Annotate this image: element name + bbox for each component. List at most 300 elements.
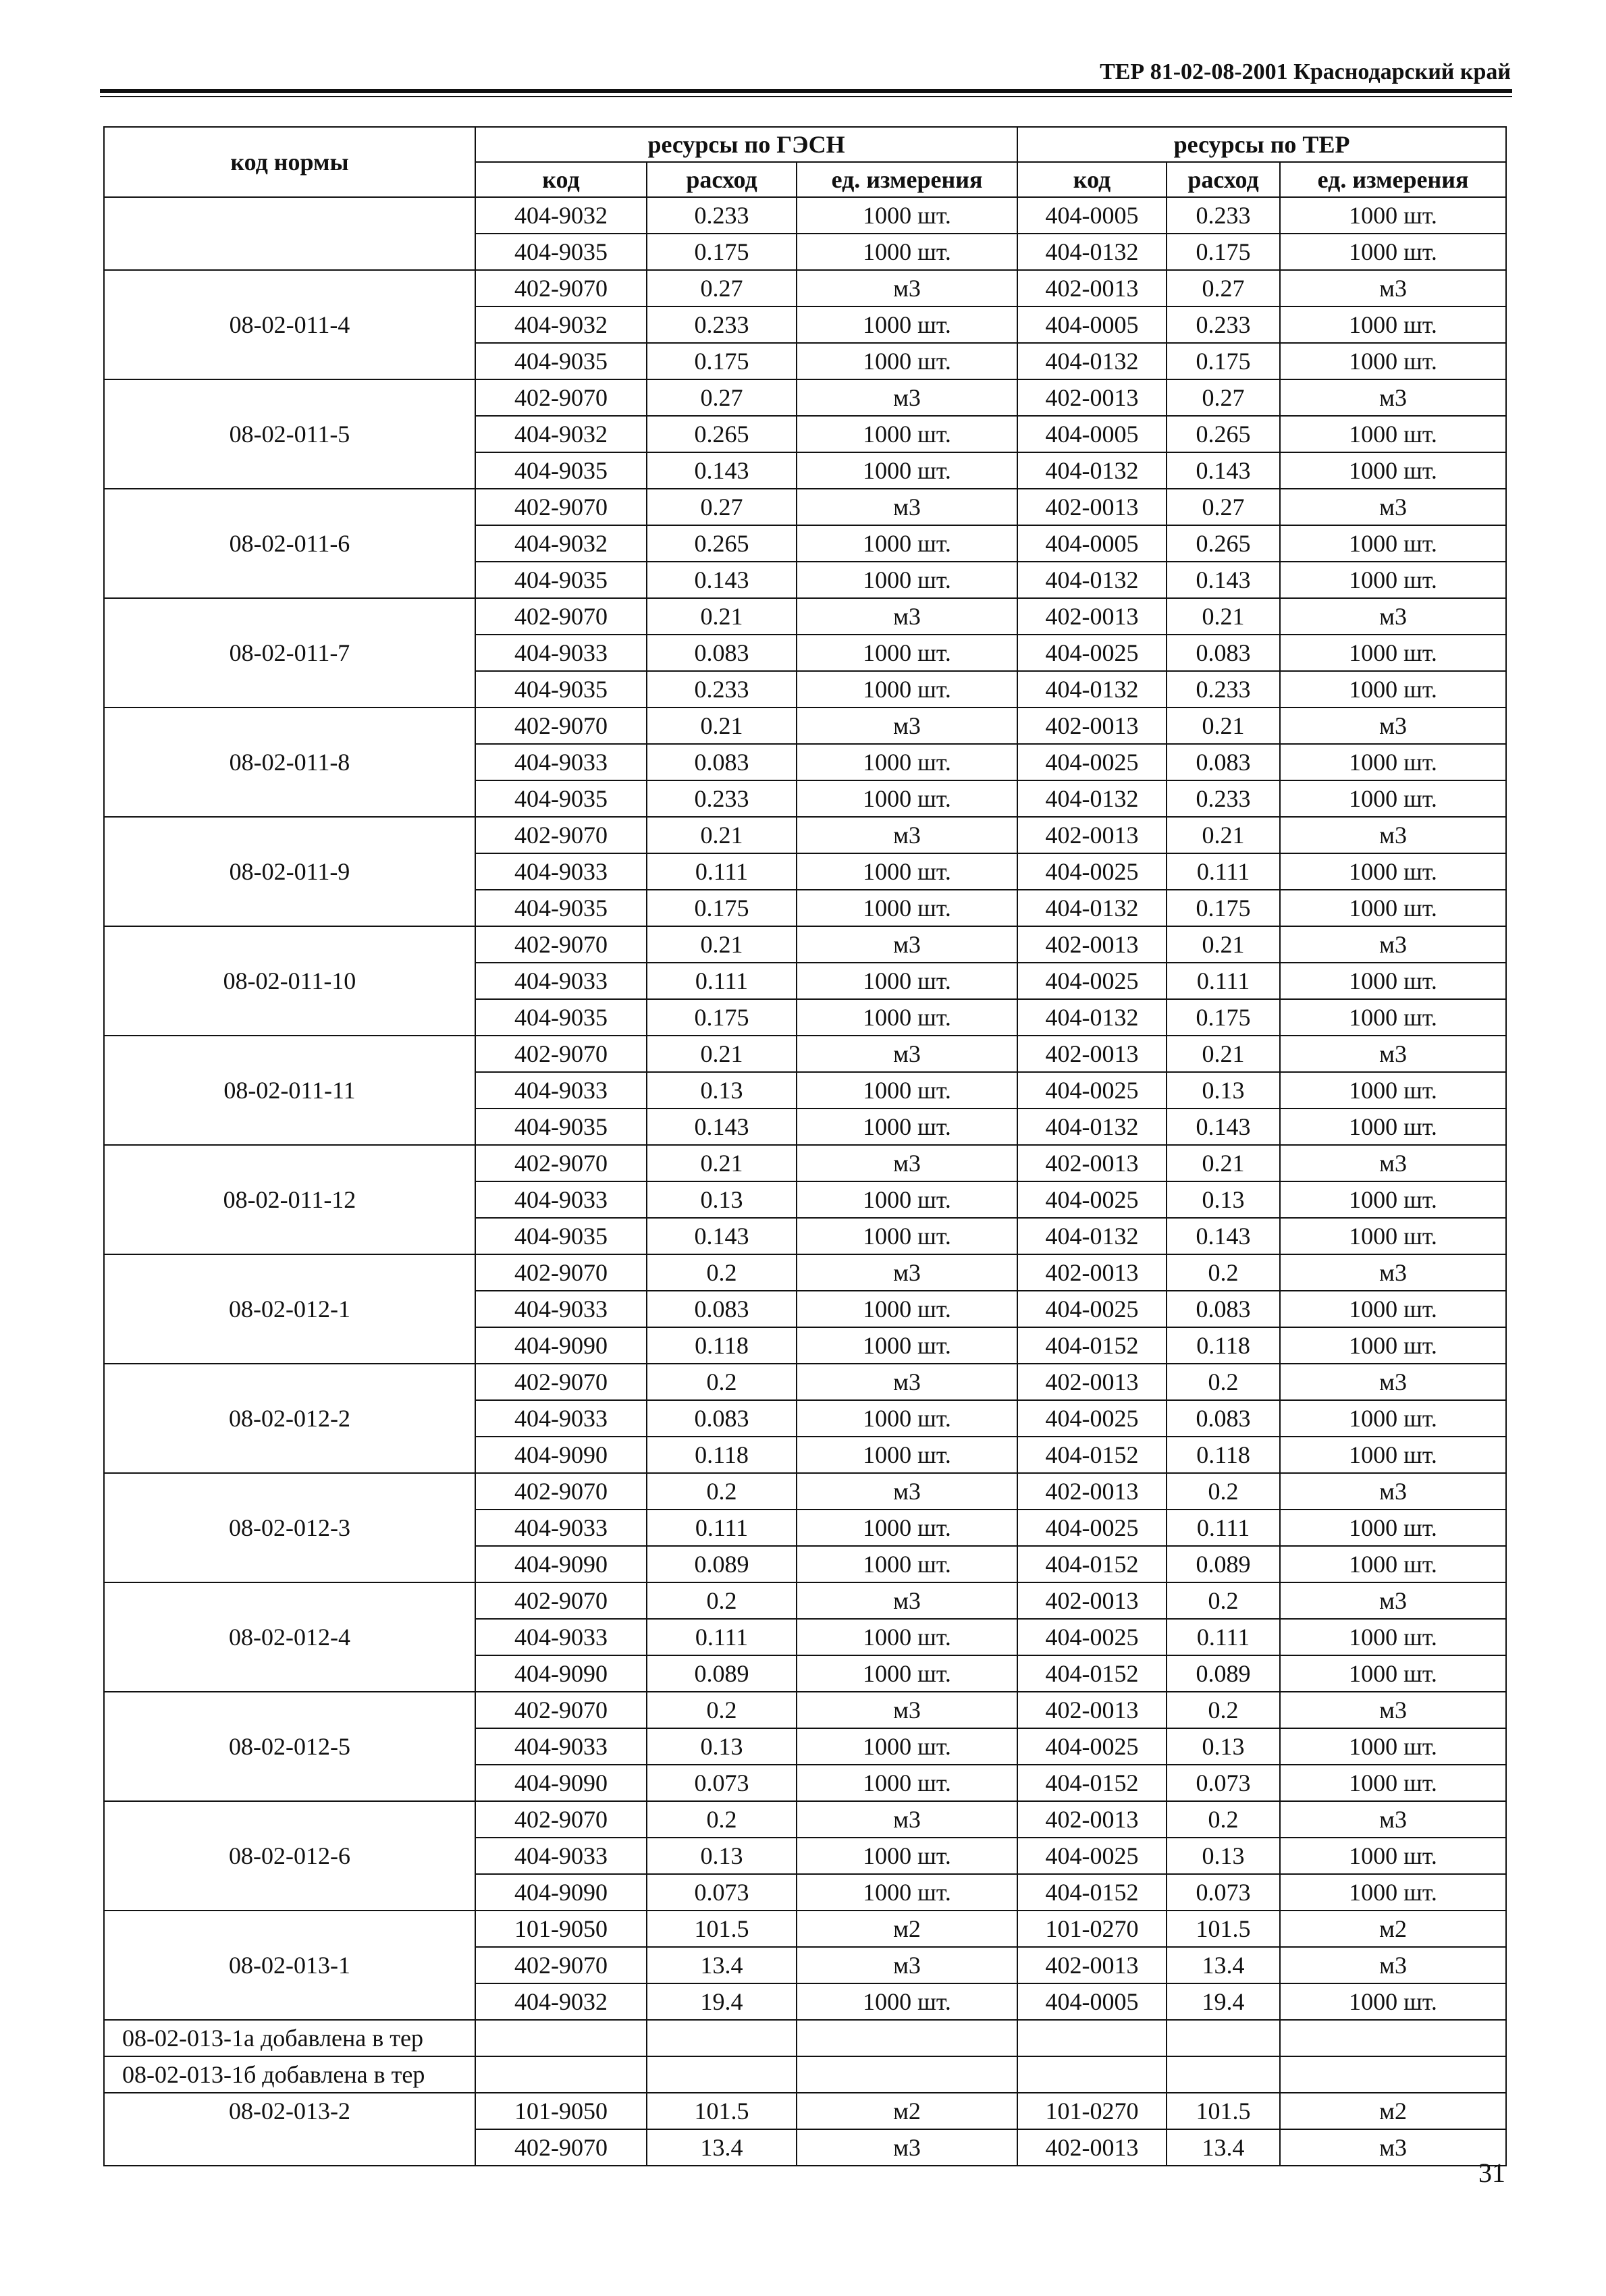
ter-unit-cell	[1280, 2056, 1506, 2093]
ter-consumption-cell: 0.13	[1167, 1838, 1280, 1874]
gesn-consumption-cell: 0.233	[647, 671, 797, 708]
ter-code-cell: 101-0270	[1017, 2093, 1167, 2129]
gesn-unit-cell: 1000 шт.	[797, 1838, 1017, 1874]
page-header: ТЕР 81-02-08-2001 Краснодарский край	[1100, 59, 1511, 84]
ter-consumption-cell: 13.4	[1167, 2129, 1280, 2166]
gesn-code-cell: 402-9070	[475, 1364, 647, 1400]
gesn-consumption-cell: 0.143	[647, 452, 797, 489]
gesn-consumption-cell: 0.13	[647, 1181, 797, 1218]
ter-consumption-cell: 0.27	[1167, 270, 1280, 306]
gesn-unit-cell: 1000 шт.	[797, 197, 1017, 234]
gesn-consumption-cell: 0.233	[647, 306, 797, 343]
gesn-unit-cell: 1000 шт.	[797, 999, 1017, 1036]
gesn-code-cell: 402-9070	[475, 598, 647, 635]
ter-code-cell: 402-0013	[1017, 817, 1167, 853]
gesn-unit-cell: 1000 шт.	[797, 1181, 1017, 1218]
table-row	[104, 1473, 1506, 1510]
ter-code-cell: 404-0152	[1017, 1874, 1167, 1911]
ter-code-cell: 402-0013	[1017, 1582, 1167, 1619]
gesn-code-cell: 404-9090	[475, 1327, 647, 1364]
ter-code-cell: 402-0013	[1017, 708, 1167, 744]
gesn-code-cell: 404-9035	[475, 562, 647, 598]
gesn-unit-cell: м3	[797, 1692, 1017, 1728]
ter-unit-cell: 1000 шт.	[1280, 1655, 1506, 1692]
table-row	[104, 379, 1506, 416]
gesn-consumption-cell: 0.265	[647, 416, 797, 452]
ter-consumption-cell: 0.118	[1167, 1327, 1280, 1364]
gesn-unit-cell: 1000 шт.	[797, 1291, 1017, 1327]
col-header-norm: код нормы	[104, 127, 475, 197]
gesn-consumption-cell: 0.2	[647, 1254, 797, 1291]
ter-code-cell: 404-0005	[1017, 197, 1167, 234]
norm-code-cell: 08-02-011-4	[104, 270, 475, 379]
gesn-consumption-cell: 0.175	[647, 999, 797, 1036]
gesn-consumption-cell: 0.083	[647, 744, 797, 780]
ter-consumption-cell: 0.233	[1167, 197, 1280, 234]
ter-unit-cell: 1000 шт.	[1280, 452, 1506, 489]
ter-code-cell: 404-0132	[1017, 890, 1167, 926]
gesn-unit-cell: 1000 шт.	[797, 1072, 1017, 1109]
gesn-consumption-cell: 0.2	[647, 1364, 797, 1400]
norm-code-cell: 08-02-012-3	[104, 1473, 475, 1582]
gesn-code-cell: 404-9035	[475, 1109, 647, 1145]
ter-consumption-cell: 0.111	[1167, 963, 1280, 999]
gesn-unit-cell: м3	[797, 1036, 1017, 1072]
table-row	[104, 1692, 1506, 1728]
ter-consumption-cell: 0.118	[1167, 1437, 1280, 1473]
gesn-code-cell: 402-9070	[475, 817, 647, 853]
ter-code-cell: 404-0132	[1017, 999, 1167, 1036]
table-row	[104, 1036, 1506, 1072]
gesn-code-cell: 402-9070	[475, 1947, 647, 1983]
gesn-code-cell: 402-9070	[475, 1582, 647, 1619]
table-row	[104, 926, 1506, 963]
group-header-ter: ресурсы по ТЕР	[1017, 127, 1506, 162]
page-number: 31	[1478, 2158, 1505, 2188]
norm-code-cell: 08-02-011-10	[104, 926, 475, 1036]
gesn-consumption-cell: 0.143	[647, 1218, 797, 1254]
gesn-unit-cell: 1000 шт.	[797, 416, 1017, 452]
gesn-code-cell: 404-9033	[475, 1619, 647, 1655]
table-row	[104, 1582, 1506, 1619]
gesn-code-cell: 404-9035	[475, 780, 647, 817]
ter-consumption-cell: 0.265	[1167, 525, 1280, 562]
ter-code-cell	[1017, 2056, 1167, 2093]
ter-unit-cell: м3	[1280, 598, 1506, 635]
ter-consumption-cell: 0.089	[1167, 1655, 1280, 1692]
header-rule-thin	[100, 96, 1512, 97]
ter-code-cell: 101-0270	[1017, 1911, 1167, 1947]
gesn-consumption-cell: 13.4	[647, 1947, 797, 1983]
ter-unit-cell: м3	[1280, 1254, 1506, 1291]
ter-unit-cell: м3	[1280, 1473, 1506, 1510]
gesn-unit-cell: 1000 шт.	[797, 1437, 1017, 1473]
gesn-unit-cell: м3	[797, 1364, 1017, 1400]
gesn-consumption-cell: 0.143	[647, 562, 797, 598]
gesn-unit-cell: 1000 шт.	[797, 525, 1017, 562]
gesn-consumption-cell: 0.21	[647, 817, 797, 853]
norm-code-cell: 08-02-011-12	[104, 1145, 475, 1254]
gesn-unit-cell: м2	[797, 2093, 1017, 2129]
ter-unit-cell: 1000 шт.	[1280, 671, 1506, 708]
ter-consumption-cell: 0.111	[1167, 1510, 1280, 1546]
norm-code-cell: 08-02-013-1а добавлена в тер	[104, 2020, 475, 2056]
gesn-unit-cell: 1000 шт.	[797, 853, 1017, 890]
gesn-unit-cell: 1000 шт.	[797, 635, 1017, 671]
ter-consumption-cell: 0.265	[1167, 416, 1280, 452]
ter-code-cell: 404-0005	[1017, 306, 1167, 343]
ter-code-cell: 404-0025	[1017, 1510, 1167, 1546]
ter-unit-cell: 1000 шт.	[1280, 853, 1506, 890]
gesn-consumption-cell: 0.2	[647, 1692, 797, 1728]
gesn-consumption-cell: 0.118	[647, 1437, 797, 1473]
ter-consumption-cell: 0.13	[1167, 1728, 1280, 1765]
subheader-ter-consumption: расход	[1167, 162, 1280, 197]
gesn-unit-cell: 1000 шт.	[797, 1400, 1017, 1437]
ter-code-cell: 402-0013	[1017, 1692, 1167, 1728]
gesn-unit-cell: 1000 шт.	[797, 306, 1017, 343]
ter-consumption-cell: 101.5	[1167, 2093, 1280, 2129]
ter-code-cell: 402-0013	[1017, 489, 1167, 525]
ter-unit-cell: м3	[1280, 489, 1506, 525]
ter-code-cell: 402-0013	[1017, 1473, 1167, 1510]
gesn-consumption-cell: 0.13	[647, 1838, 797, 1874]
gesn-code-cell: 402-9070	[475, 1036, 647, 1072]
ter-unit-cell: 1000 шт.	[1280, 635, 1506, 671]
gesn-code-cell	[475, 2056, 647, 2093]
gesn-code-cell: 404-9032	[475, 306, 647, 343]
gesn-code-cell: 404-9033	[475, 1181, 647, 1218]
ter-code-cell: 404-0025	[1017, 1838, 1167, 1874]
gesn-code-cell: 404-9035	[475, 999, 647, 1036]
table-row	[104, 2056, 1506, 2093]
gesn-code-cell: 404-9033	[475, 1072, 647, 1109]
gesn-consumption-cell: 0.111	[647, 963, 797, 999]
ter-consumption-cell: 0.143	[1167, 452, 1280, 489]
ter-unit-cell: м3	[1280, 1036, 1506, 1072]
ter-unit-cell: 1000 шт.	[1280, 1983, 1506, 2020]
gesn-unit-cell: 1000 шт.	[797, 1765, 1017, 1801]
gesn-unit-cell: 1000 шт.	[797, 780, 1017, 817]
group-header-gesn: ресурсы по ГЭСН	[475, 127, 1017, 162]
gesn-code-cell: 402-9070	[475, 1801, 647, 1838]
gesn-unit-cell: 1000 шт.	[797, 1546, 1017, 1582]
ter-unit-cell: м3	[1280, 1692, 1506, 1728]
gesn-unit-cell: 1000 шт.	[797, 1619, 1017, 1655]
ter-consumption-cell: 0.089	[1167, 1546, 1280, 1582]
gesn-consumption-cell: 0.21	[647, 1036, 797, 1072]
norm-code-cell: 08-02-011-7	[104, 598, 475, 708]
gesn-unit-cell: 1000 шт.	[797, 1874, 1017, 1911]
ter-code-cell: 404-0005	[1017, 525, 1167, 562]
gesn-code-cell: 402-9070	[475, 1473, 647, 1510]
ter-code-cell: 402-0013	[1017, 2129, 1167, 2166]
gesn-unit-cell	[797, 2020, 1017, 2056]
ter-consumption-cell: 0.13	[1167, 1072, 1280, 1109]
gesn-consumption-cell: 0.175	[647, 890, 797, 926]
norm-code-cell: 08-02-013-2	[104, 2093, 475, 2166]
table-row	[104, 598, 1506, 635]
ter-code-cell: 404-0152	[1017, 1327, 1167, 1364]
resources-table	[103, 126, 1507, 2166]
ter-code-cell: 404-0025	[1017, 635, 1167, 671]
gesn-code-cell: 404-9033	[475, 1838, 647, 1874]
gesn-code-cell: 404-9035	[475, 452, 647, 489]
gesn-consumption-cell: 0.27	[647, 489, 797, 525]
gesn-consumption-cell: 19.4	[647, 1983, 797, 2020]
ter-unit-cell: 1000 шт.	[1280, 999, 1506, 1036]
ter-consumption-cell: 0.233	[1167, 306, 1280, 343]
gesn-code-cell	[475, 2020, 647, 2056]
ter-consumption-cell: 0.083	[1167, 1400, 1280, 1437]
ter-unit-cell: 1000 шт.	[1280, 890, 1506, 926]
gesn-consumption-cell: 0.13	[647, 1728, 797, 1765]
ter-unit-cell: 1000 шт.	[1280, 1874, 1506, 1911]
gesn-code-cell: 404-9090	[475, 1546, 647, 1582]
gesn-consumption-cell	[647, 2056, 797, 2093]
table-row	[104, 1254, 1506, 1291]
gesn-consumption-cell: 0.27	[647, 379, 797, 416]
ter-code-cell: 404-0025	[1017, 853, 1167, 890]
gesn-code-cell: 404-9035	[475, 234, 647, 270]
gesn-consumption-cell: 0.21	[647, 708, 797, 744]
ter-consumption-cell: 19.4	[1167, 1983, 1280, 2020]
gesn-unit-cell	[797, 2056, 1017, 2093]
ter-unit-cell: м3	[1280, 1145, 1506, 1181]
gesn-code-cell: 404-9090	[475, 1874, 647, 1911]
gesn-code-cell: 404-9033	[475, 1510, 647, 1546]
gesn-consumption-cell: 0.073	[647, 1874, 797, 1911]
gesn-code-cell: 404-9033	[475, 744, 647, 780]
ter-unit-cell: м3	[1280, 1801, 1506, 1838]
gesn-code-cell: 404-9035	[475, 343, 647, 379]
ter-code-cell: 402-0013	[1017, 270, 1167, 306]
ter-consumption-cell: 0.2	[1167, 1254, 1280, 1291]
ter-consumption-cell: 0.083	[1167, 635, 1280, 671]
table-row	[104, 1364, 1506, 1400]
ter-consumption-cell: 0.143	[1167, 562, 1280, 598]
gesn-consumption-cell: 0.175	[647, 234, 797, 270]
gesn-code-cell: 402-9070	[475, 926, 647, 963]
gesn-consumption-cell: 0.118	[647, 1327, 797, 1364]
ter-consumption-cell: 0.073	[1167, 1874, 1280, 1911]
ter-code-cell: 402-0013	[1017, 1364, 1167, 1400]
gesn-code-cell: 404-9090	[475, 1765, 647, 1801]
ter-unit-cell: 1000 шт.	[1280, 744, 1506, 780]
gesn-unit-cell: м3	[797, 708, 1017, 744]
gesn-consumption-cell: 0.143	[647, 1109, 797, 1145]
gesn-unit-cell: 1000 шт.	[797, 1655, 1017, 1692]
ter-consumption-cell: 101.5	[1167, 1911, 1280, 1947]
ter-consumption-cell: 13.4	[1167, 1947, 1280, 1983]
gesn-unit-cell: м3	[797, 1947, 1017, 1983]
norm-code-cell: 08-02-012-6	[104, 1801, 475, 1911]
ter-code-cell: 404-0025	[1017, 1619, 1167, 1655]
norm-code-cell: 08-02-011-8	[104, 708, 475, 817]
ter-code-cell: 404-0132	[1017, 1109, 1167, 1145]
ter-code-cell: 402-0013	[1017, 1801, 1167, 1838]
gesn-unit-cell: 1000 шт.	[797, 1728, 1017, 1765]
ter-consumption-cell: 0.143	[1167, 1109, 1280, 1145]
ter-unit-cell: 1000 шт.	[1280, 1510, 1506, 1546]
ter-consumption-cell: 0.21	[1167, 1145, 1280, 1181]
norm-code-cell: 08-02-012-4	[104, 1582, 475, 1692]
ter-code-cell: 404-0152	[1017, 1765, 1167, 1801]
ter-consumption-cell: 0.143	[1167, 1218, 1280, 1254]
table-row	[104, 2020, 1506, 2056]
ter-consumption-cell: 0.21	[1167, 708, 1280, 744]
gesn-code-cell: 404-9033	[475, 1291, 647, 1327]
gesn-unit-cell: м3	[797, 1254, 1017, 1291]
gesn-consumption-cell: 0.2	[647, 1801, 797, 1838]
ter-code-cell: 404-0152	[1017, 1437, 1167, 1473]
ter-code-cell: 404-0025	[1017, 963, 1167, 999]
gesn-consumption-cell: 0.27	[647, 270, 797, 306]
gesn-consumption-cell: 0.13	[647, 1072, 797, 1109]
gesn-code-cell: 402-9070	[475, 1692, 647, 1728]
gesn-code-cell: 404-9033	[475, 963, 647, 999]
table-row	[104, 1145, 1506, 1181]
gesn-unit-cell: 1000 шт.	[797, 1109, 1017, 1145]
ter-code-cell: 404-0132	[1017, 343, 1167, 379]
table-row	[104, 817, 1506, 853]
ter-code-cell: 404-0132	[1017, 780, 1167, 817]
ter-consumption-cell: 0.2	[1167, 1582, 1280, 1619]
gesn-code-cell: 402-9070	[475, 2129, 647, 2166]
ter-consumption-cell: 0.175	[1167, 999, 1280, 1036]
ter-consumption-cell: 0.111	[1167, 853, 1280, 890]
gesn-code-cell: 404-9035	[475, 1218, 647, 1254]
ter-unit-cell: 1000 шт.	[1280, 963, 1506, 999]
ter-unit-cell: м3	[1280, 270, 1506, 306]
norm-code-cell: 08-02-012-5	[104, 1692, 475, 1801]
gesn-code-cell: 404-9033	[475, 1400, 647, 1437]
gesn-consumption-cell: 0.089	[647, 1546, 797, 1582]
table-row	[104, 2093, 1506, 2129]
ter-consumption-cell: 0.21	[1167, 598, 1280, 635]
ter-unit-cell: 1000 шт.	[1280, 1728, 1506, 1765]
gesn-consumption-cell: 0.111	[647, 1619, 797, 1655]
gesn-consumption-cell: 0.111	[647, 1510, 797, 1546]
gesn-code-cell: 404-9035	[475, 890, 647, 926]
gesn-consumption-cell: 101.5	[647, 2093, 797, 2129]
ter-consumption-cell: 0.073	[1167, 1765, 1280, 1801]
gesn-unit-cell: м3	[797, 270, 1017, 306]
subheader-gesn-consumption: расход	[647, 162, 797, 197]
ter-unit-cell: м3	[1280, 926, 1506, 963]
ter-code-cell: 402-0013	[1017, 1254, 1167, 1291]
table-row	[104, 708, 1506, 744]
ter-unit-cell	[1280, 2020, 1506, 2056]
ter-consumption-cell: 0.27	[1167, 379, 1280, 416]
ter-code-cell: 402-0013	[1017, 1947, 1167, 1983]
ter-code-cell: 404-0132	[1017, 1218, 1167, 1254]
header-rule	[100, 89, 1512, 93]
norm-code-cell: 08-02-011-5	[104, 379, 475, 489]
gesn-unit-cell: 1000 шт.	[797, 343, 1017, 379]
gesn-code-cell: 404-9090	[475, 1437, 647, 1473]
gesn-consumption-cell: 0.111	[647, 853, 797, 890]
gesn-consumption-cell: 0.21	[647, 1145, 797, 1181]
ter-code-cell: 404-0005	[1017, 416, 1167, 452]
ter-consumption-cell: 0.2	[1167, 1801, 1280, 1838]
gesn-unit-cell: м3	[797, 926, 1017, 963]
gesn-unit-cell: 1000 шт.	[797, 234, 1017, 270]
gesn-code-cell: 402-9070	[475, 1145, 647, 1181]
gesn-unit-cell: 1000 шт.	[797, 890, 1017, 926]
ter-unit-cell: 1000 шт.	[1280, 525, 1506, 562]
ter-code-cell: 404-0132	[1017, 671, 1167, 708]
ter-unit-cell: 1000 шт.	[1280, 1218, 1506, 1254]
ter-consumption-cell: 0.083	[1167, 744, 1280, 780]
ter-code-cell: 404-0025	[1017, 1291, 1167, 1327]
norm-code-cell: 08-02-012-1	[104, 1254, 475, 1364]
ter-code-cell: 404-0152	[1017, 1655, 1167, 1692]
norm-code-cell: 08-02-011-6	[104, 489, 475, 598]
ter-consumption-cell: 0.233	[1167, 780, 1280, 817]
ter-unit-cell: 1000 шт.	[1280, 562, 1506, 598]
subheader-ter-code: код	[1017, 162, 1167, 197]
gesn-consumption-cell	[647, 2020, 797, 2056]
ter-consumption-cell: 0.2	[1167, 1364, 1280, 1400]
ter-unit-cell: 1000 шт.	[1280, 1765, 1506, 1801]
ter-unit-cell: м2	[1280, 2093, 1506, 2129]
gesn-code-cell: 404-9032	[475, 197, 647, 234]
gesn-unit-cell: м3	[797, 1145, 1017, 1181]
ter-code-cell: 404-0025	[1017, 1072, 1167, 1109]
ter-unit-cell: м2	[1280, 1911, 1506, 1947]
ter-unit-cell: 1000 шт.	[1280, 1181, 1506, 1218]
ter-unit-cell: 1000 шт.	[1280, 234, 1506, 270]
ter-consumption-cell	[1167, 2020, 1280, 2056]
gesn-unit-cell: 1000 шт.	[797, 452, 1017, 489]
table-row	[104, 197, 1506, 234]
ter-consumption-cell: 0.175	[1167, 234, 1280, 270]
gesn-consumption-cell: 0.21	[647, 926, 797, 963]
gesn-unit-cell: м3	[797, 1473, 1017, 1510]
gesn-consumption-cell: 0.083	[647, 1400, 797, 1437]
ter-unit-cell: 1000 шт.	[1280, 1619, 1506, 1655]
ter-consumption-cell: 0.2	[1167, 1692, 1280, 1728]
gesn-code-cell: 402-9070	[475, 270, 647, 306]
ter-unit-cell: м3	[1280, 708, 1506, 744]
ter-unit-cell: м3	[1280, 379, 1506, 416]
ter-consumption-cell: 0.175	[1167, 890, 1280, 926]
ter-consumption-cell: 0.21	[1167, 926, 1280, 963]
ter-consumption-cell: 0.111	[1167, 1619, 1280, 1655]
gesn-code-cell: 101-9050	[475, 2093, 647, 2129]
table-row	[104, 1801, 1506, 1838]
gesn-unit-cell: м2	[797, 1911, 1017, 1947]
ter-code-cell: 404-0025	[1017, 744, 1167, 780]
gesn-consumption-cell: 0.083	[647, 635, 797, 671]
ter-unit-cell: 1000 шт.	[1280, 306, 1506, 343]
ter-consumption-cell: 0.2	[1167, 1473, 1280, 1510]
subheader-gesn-code: код	[475, 162, 647, 197]
ter-code-cell: 404-0025	[1017, 1728, 1167, 1765]
gesn-consumption-cell: 0.233	[647, 197, 797, 234]
ter-unit-cell: 1000 шт.	[1280, 1400, 1506, 1437]
gesn-unit-cell: 1000 шт.	[797, 963, 1017, 999]
gesn-code-cell: 402-9070	[475, 708, 647, 744]
gesn-code-cell: 404-9033	[475, 1728, 647, 1765]
gesn-code-cell: 404-9035	[475, 671, 647, 708]
ter-consumption-cell: 0.21	[1167, 817, 1280, 853]
ter-code-cell: 402-0013	[1017, 1036, 1167, 1072]
table-row	[104, 1911, 1506, 1947]
gesn-unit-cell: 1000 шт.	[797, 562, 1017, 598]
gesn-unit-cell: м3	[797, 1801, 1017, 1838]
